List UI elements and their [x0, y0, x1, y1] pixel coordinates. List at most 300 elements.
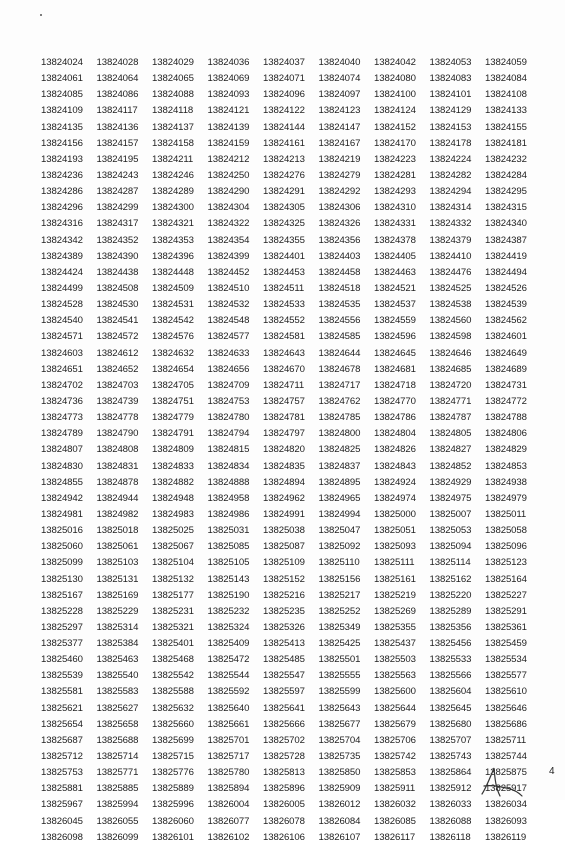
roll-number: 13825087 [263, 541, 305, 553]
roll-number: 13824387 [485, 234, 527, 246]
number-row [41, 475, 527, 491]
roll-number: 13824843 [374, 460, 416, 472]
roll-number: 13824310 [374, 202, 416, 214]
roll-number: 13825604 [429, 686, 472, 698]
roll-number: 13824399 [207, 250, 250, 262]
roll-number: 13825542 [152, 670, 194, 682]
roll-number: 13824284 [485, 169, 527, 181]
roll-number: 13824123 [318, 105, 361, 117]
roll-number: 13825994 [96, 799, 139, 811]
roll-number: 13824463 [374, 266, 416, 278]
roll-number: 13824852 [429, 460, 472, 472]
number-row [41, 71, 527, 87]
number-row [41, 652, 527, 668]
roll-number: 13824286 [41, 186, 83, 198]
roll-number: 13826033 [429, 799, 472, 811]
roll-number: 13826093 [485, 815, 527, 827]
roll-number: 13824354 [207, 234, 250, 246]
roll-number: 13824603 [41, 347, 83, 359]
roll-number: 13824317 [96, 218, 139, 230]
roll-number: 13824155 [485, 121, 527, 133]
roll-number: 13824826 [374, 444, 416, 456]
roll-number: 13824703 [96, 379, 139, 391]
roll-number: 13824538 [429, 299, 472, 311]
roll-number: 13824829 [485, 444, 527, 456]
roll-number: 13824530 [96, 299, 139, 311]
roll-number: 13824294 [429, 186, 472, 198]
roll-number: 13825780 [207, 767, 250, 779]
number-row [41, 765, 527, 781]
roll-number: 13825459 [485, 638, 527, 650]
roll-number: 13824535 [318, 299, 361, 311]
roll-number: 13825114 [429, 557, 471, 569]
roll-number: 13825053 [429, 525, 472, 537]
number-row [41, 749, 527, 765]
roll-number: 13824250 [207, 169, 250, 181]
roll-number: 13825728 [263, 751, 305, 763]
roll-number: 13824572 [96, 331, 139, 343]
roll-number: 13824815 [207, 444, 250, 456]
roll-number: 13825699 [152, 734, 194, 746]
roll-number: 13825889 [152, 783, 194, 795]
roll-number: 13824040 [318, 57, 361, 68]
number-row [41, 249, 527, 265]
roll-number: 13825349 [318, 621, 361, 633]
roll-number: 13824212 [207, 153, 250, 165]
page-number: 4 [549, 766, 555, 777]
roll-number: 13824213 [263, 153, 305, 165]
roll-number: 13824711 [263, 379, 305, 391]
roll-number: 13824656 [207, 363, 250, 375]
roll-number: 13825130 [41, 573, 83, 585]
number-row [41, 426, 527, 442]
number-row [41, 55, 527, 71]
roll-number: 13824649 [485, 347, 527, 359]
roll-number: 13825016 [41, 525, 83, 537]
roll-number: 13824243 [96, 169, 139, 181]
roll-number: 13824651 [41, 363, 83, 375]
number-row [41, 103, 527, 119]
roll-number: 13825641 [263, 702, 305, 714]
roll-number: 13826119 [485, 831, 527, 843]
roll-number: 13824678 [318, 363, 361, 375]
roll-number: 13824537 [374, 299, 416, 311]
roll-number: 13825563 [374, 670, 416, 682]
roll-number: 13824717 [318, 379, 361, 391]
roll-number: 13824809 [152, 444, 194, 456]
roll-number: 13824353 [152, 234, 194, 246]
roll-number: 13824521 [374, 282, 416, 294]
roll-number: 13824086 [96, 89, 139, 101]
roll-number: 13824097 [318, 89, 361, 101]
roll-number: 13825640 [207, 702, 250, 714]
roll-number: 13824321 [152, 218, 194, 230]
roll-number: 13825229 [96, 605, 139, 617]
roll-number: 13825632 [152, 702, 194, 714]
roll-number: 13826012 [318, 799, 361, 811]
roll-number: 13824882 [152, 476, 194, 488]
roll-number: 13825599 [318, 686, 361, 698]
roll-number: 13824789 [41, 428, 83, 440]
roll-number: 13824834 [207, 460, 250, 472]
roll-number: 13825361 [485, 621, 527, 633]
roll-number: 13825132 [152, 573, 194, 585]
number-row [41, 701, 527, 717]
number-row [41, 265, 527, 281]
roll-number: 13824643 [263, 347, 305, 359]
roll-number: 13824785 [318, 412, 361, 424]
roll-number: 13826118 [429, 831, 471, 843]
roll-number: 13824772 [485, 395, 527, 407]
roll-number: 13825289 [429, 605, 472, 617]
roll-number: 13825092 [318, 541, 361, 553]
roll-number: 13824100 [374, 89, 416, 101]
roll-number: 13825715 [152, 751, 194, 763]
number-row [41, 814, 527, 830]
roll-number: 13825896 [263, 783, 305, 795]
roll-number: 13824670 [263, 363, 305, 375]
roll-number: 13825661 [207, 718, 250, 730]
roll-number: 13826099 [96, 831, 139, 843]
roll-number: 13824059 [485, 57, 527, 68]
roll-number: 13824316 [41, 218, 83, 230]
roll-number: 13825384 [96, 638, 139, 650]
roll-number: 13825018 [96, 525, 139, 537]
roll-number: 13824117 [96, 105, 138, 117]
roll-number: 13825583 [96, 686, 139, 698]
roll-number: 13824279 [318, 169, 361, 181]
roll-number: 13824525 [429, 282, 472, 294]
number-row [41, 87, 527, 103]
roll-number: 13826101 [152, 831, 194, 843]
roll-number: 13825437 [374, 638, 416, 650]
roll-number: 13825547 [263, 670, 305, 682]
roll-number: 13824975 [429, 492, 472, 504]
roll-number: 13825875 [485, 767, 527, 779]
roll-number: 13824093 [207, 89, 250, 101]
roll-number: 13825687 [41, 734, 83, 746]
roll-number: 13826045 [41, 815, 83, 827]
roll-number: 13825743 [429, 751, 472, 763]
roll-number: 13824396 [152, 250, 194, 262]
roll-number: 13824771 [429, 395, 472, 407]
roll-number: 13826034 [485, 799, 527, 811]
number-row [41, 184, 527, 200]
roll-number: 13824476 [429, 266, 472, 278]
number-row [41, 733, 527, 749]
roll-number: 13824559 [374, 315, 416, 327]
roll-number: 13825707 [429, 734, 472, 746]
roll-number: 13826117 [374, 831, 416, 843]
roll-number: 13826004 [207, 799, 250, 811]
roll-number: 13825911 [374, 783, 416, 795]
number-row [41, 168, 527, 184]
roll-number: 13824410 [429, 250, 472, 262]
roll-number: 13824539 [485, 299, 527, 311]
number-row [41, 523, 527, 539]
roll-number: 13825686 [485, 718, 527, 730]
roll-number: 13825645 [429, 702, 472, 714]
number-row [41, 555, 527, 571]
roll-number: 13824562 [485, 315, 527, 327]
roll-number: 13824807 [41, 444, 83, 456]
roll-number: 13824831 [96, 460, 139, 472]
roll-number: 13824556 [318, 315, 361, 327]
roll-number: 13824355 [263, 234, 305, 246]
roll-number: 13824753 [207, 395, 250, 407]
roll-number: 13825231 [152, 605, 194, 617]
roll-number: 13824800 [318, 428, 361, 440]
roll-number: 13825110 [318, 557, 360, 569]
roll-number: 13824289 [152, 186, 194, 198]
roll-number: 13824405 [374, 250, 416, 262]
roll-number: 13825463 [96, 654, 139, 666]
roll-number: 13825093 [374, 541, 416, 553]
roll-number: 13825161 [374, 573, 416, 585]
number-row [41, 281, 527, 297]
roll-number: 13824942 [41, 492, 83, 504]
roll-number: 13825539 [41, 670, 83, 682]
roll-number: 13825566 [429, 670, 472, 682]
roll-number: 13824581 [263, 331, 305, 343]
roll-number: 13824326 [318, 218, 361, 230]
roll-number: 13825356 [429, 621, 472, 633]
roll-number: 13825776 [152, 767, 194, 779]
roll-number: 13824276 [263, 169, 305, 181]
roll-number: 13824129 [429, 105, 472, 117]
roll-number: 13825217 [318, 589, 361, 601]
roll-number: 13824924 [374, 476, 416, 488]
roll-number: 13825096 [485, 541, 527, 553]
roll-number: 13825688 [96, 734, 139, 746]
roll-number: 13825540 [96, 670, 139, 682]
roll-number: 13824689 [485, 363, 527, 375]
roll-number: 13825061 [96, 541, 139, 553]
roll-number: 13825600 [374, 686, 416, 698]
roll-number: 13824401 [263, 250, 305, 262]
roll-number: 13824088 [152, 89, 194, 101]
roll-number: 13826098 [41, 831, 83, 843]
roll-number: 13825627 [96, 702, 139, 714]
roll-number: 13824509 [152, 282, 194, 294]
roll-number: 13824452 [207, 266, 250, 278]
roll-number: 13825409 [207, 638, 250, 650]
roll-number: 13825162 [429, 573, 472, 585]
roll-number: 13824292 [318, 186, 361, 198]
roll-number: 13826084 [318, 815, 361, 827]
roll-number: 13824806 [485, 428, 527, 440]
roll-number-grid [41, 55, 527, 846]
roll-number: 13824136 [96, 121, 139, 133]
roll-number: 13824965 [318, 492, 361, 504]
roll-number: 13825909 [318, 783, 361, 795]
roll-number: 13825472 [207, 654, 250, 666]
roll-number: 13825658 [96, 718, 139, 730]
roll-number: 13825167 [41, 589, 83, 601]
number-row [41, 216, 527, 232]
roll-number: 13825706 [374, 734, 416, 746]
roll-number: 13824291 [263, 186, 305, 198]
roll-number: 13824779 [152, 412, 194, 424]
roll-number: 13825377 [41, 638, 83, 650]
roll-number: 13824548 [207, 315, 250, 327]
roll-number: 13825099 [41, 557, 83, 569]
roll-number: 13825704 [318, 734, 361, 746]
roll-number: 13824786 [374, 412, 416, 424]
roll-number: 13825324 [207, 621, 250, 633]
number-row [41, 152, 527, 168]
roll-number: 13824139 [207, 121, 250, 133]
roll-number: 13824510 [207, 282, 250, 294]
roll-number: 13824153 [429, 121, 472, 133]
number-row [41, 329, 527, 345]
roll-number: 13824293 [374, 186, 416, 198]
roll-number: 13825850 [318, 767, 361, 779]
roll-number: 13825094 [429, 541, 472, 553]
roll-number: 13825621 [41, 702, 83, 714]
number-row [41, 120, 527, 136]
roll-number: 13824085 [41, 89, 83, 101]
roll-number: 13824820 [263, 444, 305, 456]
roll-number: 13825468 [152, 654, 194, 666]
handwritten-signature [476, 758, 526, 800]
number-row [41, 378, 527, 394]
roll-number: 13824929 [429, 476, 472, 488]
roll-number: 13825544 [207, 670, 250, 682]
roll-number: 13824601 [485, 331, 527, 343]
roll-number: 13824064 [96, 73, 139, 85]
roll-number: 13824632 [152, 347, 194, 359]
roll-number: 13824644 [318, 347, 361, 359]
roll-number: 13824981 [41, 508, 83, 520]
roll-number: 13826032 [374, 799, 416, 811]
roll-number: 13824944 [96, 492, 139, 504]
roll-number: 13824453 [263, 266, 305, 278]
roll-number: 13825597 [263, 686, 305, 698]
roll-number: 13824770 [374, 395, 416, 407]
roll-number: 13825701 [207, 734, 250, 746]
roll-number: 13825227 [485, 589, 527, 601]
roll-number: 13825711 [485, 734, 527, 746]
number-row [41, 491, 527, 507]
roll-number: 13825235 [263, 605, 305, 617]
number-row [41, 410, 527, 426]
roll-number: 13825291 [485, 605, 527, 617]
roll-number: 13825744 [485, 751, 527, 763]
roll-number: 13824962 [263, 492, 305, 504]
roll-number: 13825047 [318, 525, 361, 537]
roll-number: 13824646 [429, 347, 472, 359]
roll-number: 13824167 [318, 137, 361, 149]
roll-number: 13825156 [318, 573, 361, 585]
roll-number: 13824494 [485, 266, 527, 278]
roll-number: 13824356 [318, 234, 361, 246]
roll-number: 13825534 [485, 654, 527, 666]
roll-number: 13824300 [152, 202, 194, 214]
roll-number: 13824654 [152, 363, 194, 375]
roll-number: 13824211 [152, 153, 194, 165]
roll-number: 13824827 [429, 444, 472, 456]
roll-number: 13824531 [152, 299, 194, 311]
roll-number: 13824791 [152, 428, 194, 440]
roll-number: 13825103 [96, 557, 139, 569]
number-row [41, 668, 527, 684]
roll-number: 13825219 [374, 589, 416, 601]
roll-number: 13824983 [152, 508, 194, 520]
roll-number: 13826085 [374, 815, 416, 827]
roll-number: 13824787 [429, 412, 472, 424]
roll-number: 13825753 [41, 767, 83, 779]
roll-number: 13824296 [41, 202, 83, 214]
roll-number: 13824157 [96, 137, 139, 149]
number-row [41, 346, 527, 362]
roll-number: 13824878 [96, 476, 139, 488]
roll-number: 13825894 [207, 783, 250, 795]
roll-number: 13825592 [207, 686, 250, 698]
roll-number: 13824158 [152, 137, 194, 149]
number-row [41, 297, 527, 313]
roll-number: 13824542 [152, 315, 194, 327]
roll-number: 13825321 [152, 621, 194, 633]
roll-number: 13825610 [485, 686, 527, 698]
roll-number: 13824853 [485, 460, 527, 472]
roll-number: 13824888 [207, 476, 250, 488]
roll-number: 13825501 [318, 654, 361, 666]
number-row [41, 136, 527, 152]
roll-number: 13825679 [374, 718, 416, 730]
roll-number: 13826106 [263, 831, 305, 843]
roll-number: 13824135 [41, 121, 83, 133]
roll-number: 13825680 [429, 718, 472, 730]
roll-number: 13825104 [152, 557, 194, 569]
roll-number: 13824181 [485, 137, 527, 149]
roll-number: 13824331 [374, 218, 416, 230]
roll-number: 13824161 [263, 137, 305, 149]
roll-number: 13824193 [41, 153, 83, 165]
roll-number: 13824071 [263, 73, 305, 85]
roll-number: 13824325 [263, 218, 305, 230]
roll-number: 13824340 [485, 218, 527, 230]
roll-number: 13825864 [429, 767, 472, 779]
roll-number: 13824541 [96, 315, 139, 327]
roll-number: 13824948 [152, 492, 194, 504]
roll-number: 13824390 [96, 250, 139, 262]
roll-number: 13824780 [207, 412, 250, 424]
number-row [41, 588, 527, 604]
roll-number: 13825885 [96, 783, 139, 795]
roll-number: 13824560 [429, 315, 472, 327]
number-row [41, 684, 527, 700]
roll-number: 13825967 [41, 799, 83, 811]
roll-number: 13824137 [152, 121, 194, 133]
roll-number: 13825677 [318, 718, 361, 730]
roll-number: 13825881 [41, 783, 83, 795]
roll-number: 13825109 [263, 557, 305, 569]
roll-number: 13825712 [41, 751, 83, 763]
roll-number: 13824152 [374, 121, 416, 133]
roll-number: 13824342 [41, 234, 83, 246]
roll-number: 13825660 [152, 718, 194, 730]
roll-number: 13824681 [374, 363, 416, 375]
roll-number: 13825067 [152, 541, 194, 553]
roll-number: 13824096 [263, 89, 305, 101]
roll-number: 13824448 [152, 266, 194, 278]
roll-number: 13825654 [41, 718, 83, 730]
roll-number: 13825131 [96, 573, 139, 585]
roll-number: 13824835 [263, 460, 305, 472]
roll-number: 13825917 [485, 783, 527, 795]
roll-number: 13824282 [429, 169, 472, 181]
